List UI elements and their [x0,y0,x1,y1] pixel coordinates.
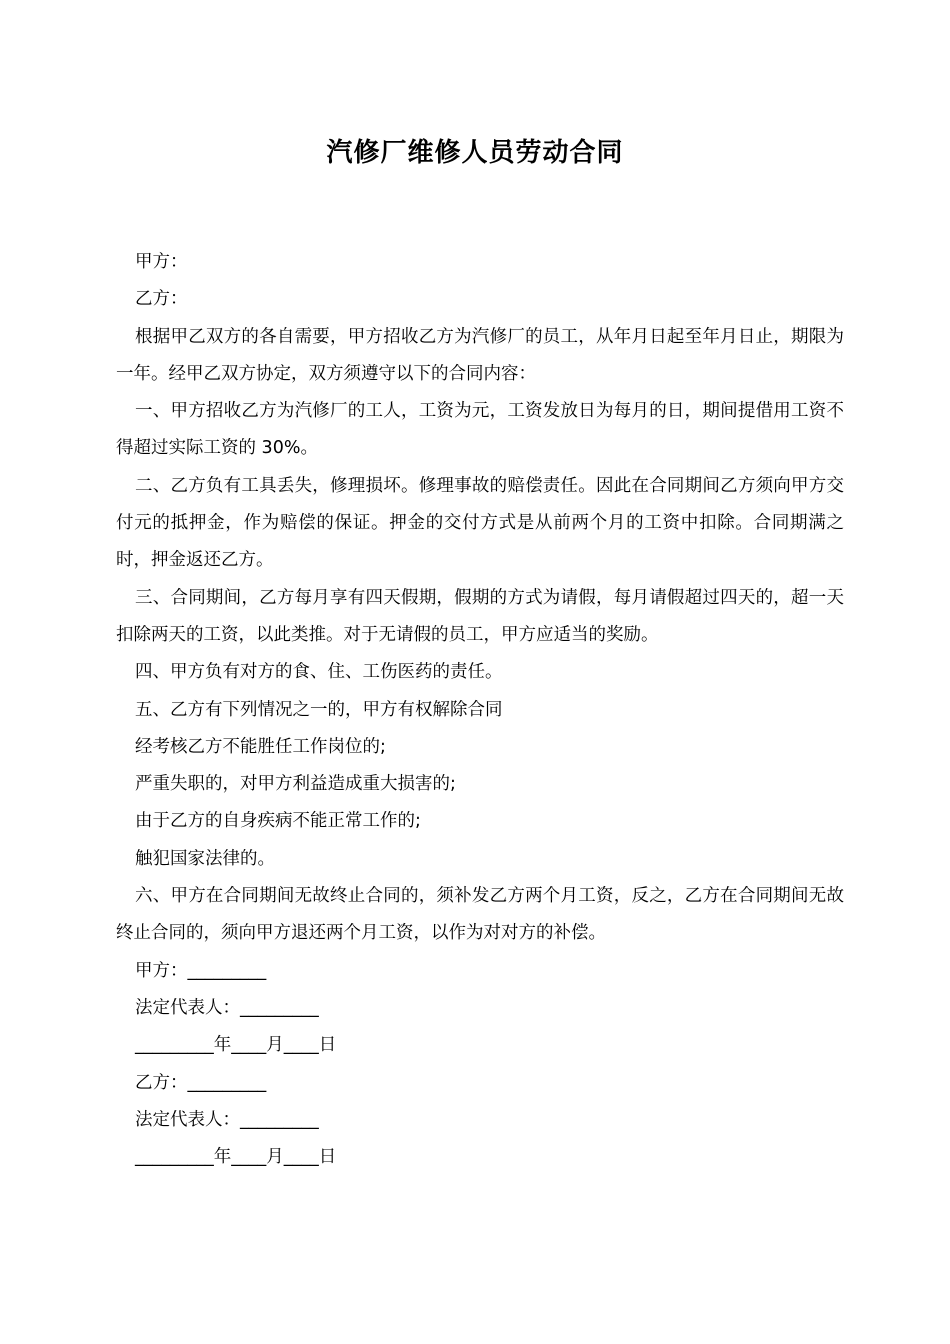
signature-party-a: 甲方：_________ [135,960,267,981]
intro-paragraph: 根据甲乙双方的各自需要，甲方招收乙方为汽修厂的员工，从年月日起至年月日止，期限为一年。经甲乙双方协定，双方须遵守以下的合同内容： [116,326,844,384]
clause-1: 一、甲方招收乙方为汽修厂的工人，工资为元，工资发放日为每月的日，期间提借用工资不得超过实际工资的 30%。 [116,401,844,459]
clause-4: 四、甲方负有对方的食、住、工伤医药的责任。 [135,662,503,683]
signature-party-b-date: _________年____月____日 [135,1147,337,1168]
clause-6: 六、甲方在合同期间无故终止合同的，须补发乙方两个月工资，反之，乙方在合同期间无故终止合同的，须向甲方退还两个月工资，以作为对对方的补偿。 [116,886,844,944]
signature-party-b-representative: 法定代表人：_________ [135,1109,319,1130]
document-body [116,244,844,1176]
signature-party-a-date: _________年____月____日 [135,1035,337,1056]
document-title: 汽修厂维修人员劳动合同 [326,138,624,168]
termination-item: 严重失职的，对甲方利益造成重大损害的; [135,774,456,795]
clause-5: 五、乙方有下列情况之一的，甲方有权解除合同 [135,699,503,720]
clause-2: 二、乙方负有工具丢失，修理损坏。修理事故的赔偿责任。因此在合同期间乙方须向甲方交付元的抵押金，作为赔偿的保证。押金的交付方式是从前两个月的工资中扣除。合同期满之时，押金返还乙方。 [116,475,844,571]
party-b-label: 乙方： [135,289,188,310]
termination-item: 经考核乙方不能胜任工作岗位的; [135,736,386,757]
termination-item: 由于乙方的自身疾病不能正常工作的; [135,811,421,832]
party-a-label: 甲方： [135,252,188,272]
signature-party-a-representative: 法定代表人：_________ [135,997,319,1018]
clause-3: 三、合同期间，乙方每月享有四天假期，假期的方式为请假，每月请假超过四天的，超一天扣除两天的工资，以此类推。对于无请假的员工，甲方应适当的奖励。 [116,587,844,645]
termination-item: 触犯国家法律的。 [135,848,275,869]
signature-party-b: 乙方：_________ [135,1072,267,1093]
